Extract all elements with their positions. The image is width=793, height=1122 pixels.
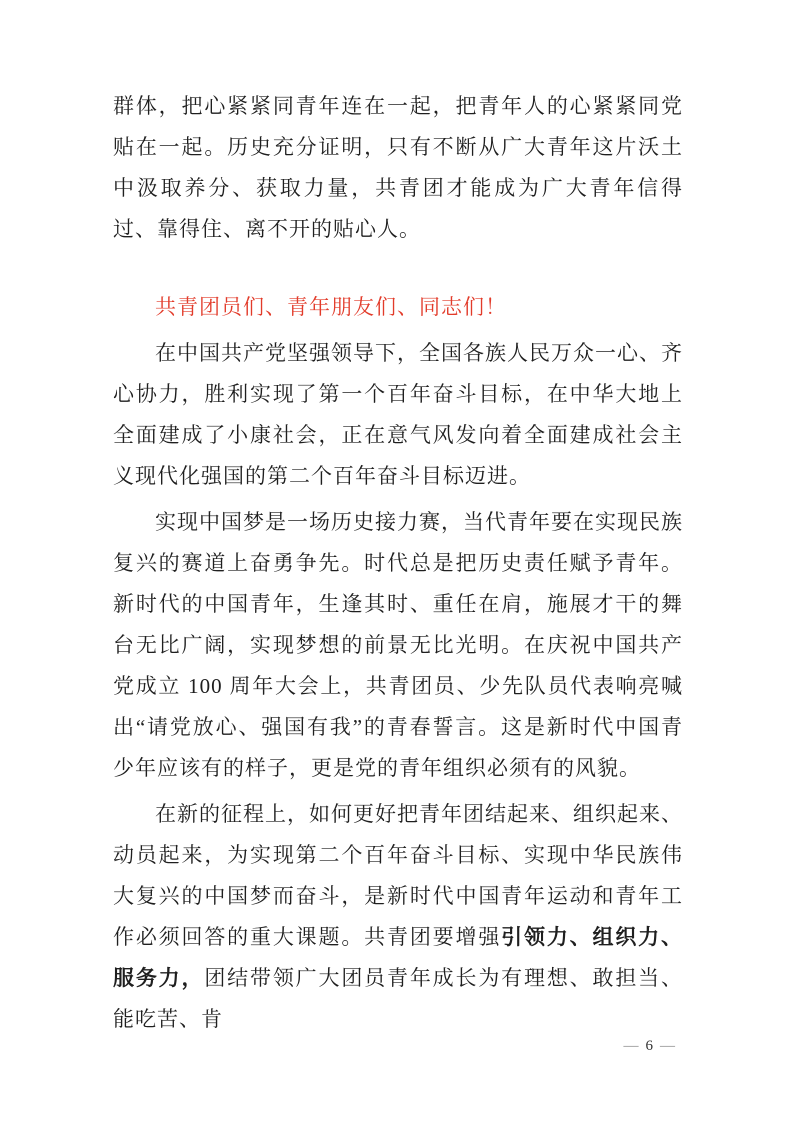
page-footer [624,1036,676,1056]
paragraph: 实现中国梦是一场历史接力赛，当代青年要在实现民族复兴的赛道上奋勇争先。时代总是把历史责任赋予青年。新时代的中国青年，生逢其时、重任在肩，施展才干的舞台无比广阔，实现梦想的前景无比光明。在庆祝中国共产党成立 100 周年大会上，共青团员、少先队员代表响亮喊出“请党放心、强国有我”的青春誓言。这是新时代中国青少年应该有的样子，更是党的青年组织必须有的风貌。 [113,510,683,780]
paragraph-text: 团结带领广大团员青年成长为有理想、敢担当、能吃苦、肯 [113,966,684,1031]
bold-emphasis: 引领力、组织力、服务力， [113,925,684,990]
salutation-heading: 共青团员们、青年朋友们、同志们！ [155,295,507,319]
paragraph-text: 在新的征程上，如何更好把青年团结起来、组织起来、动员起来，为实现第二个百年奋斗目标、实现中华民族伟大复兴的中国梦而奋斗，是新时代中国青年运动和青年工作必须回答的重大课题。共青团要增强 [113,802,683,949]
page-number-dash: — [660,1038,675,1054]
page-number-dash: — [623,1038,639,1054]
paragraph: 在中国共产党坚强领导下，全国各族人民万众一心、齐心协力，胜利实现了第一个百年奋斗目标，在中华大地上全面建成了小康社会，正在意气风发向着全面建成社会主义现代化强国的第二个百年奋斗目标迈进。 [113,341,683,488]
page-number: 6 [645,1038,653,1054]
body-text [113,86,683,1045]
paragraph [113,794,683,1040]
continuation-paragraph: 群体，把心紧紧同青年连在一起，把青年人的心紧紧同党贴在一起。历史充分证明，只有不断从广大青年这片沃土中汲取养分、获取力量，共青团才能成为广大青年信得过、靠得住、离不开的贴心人。 [113,94,683,241]
